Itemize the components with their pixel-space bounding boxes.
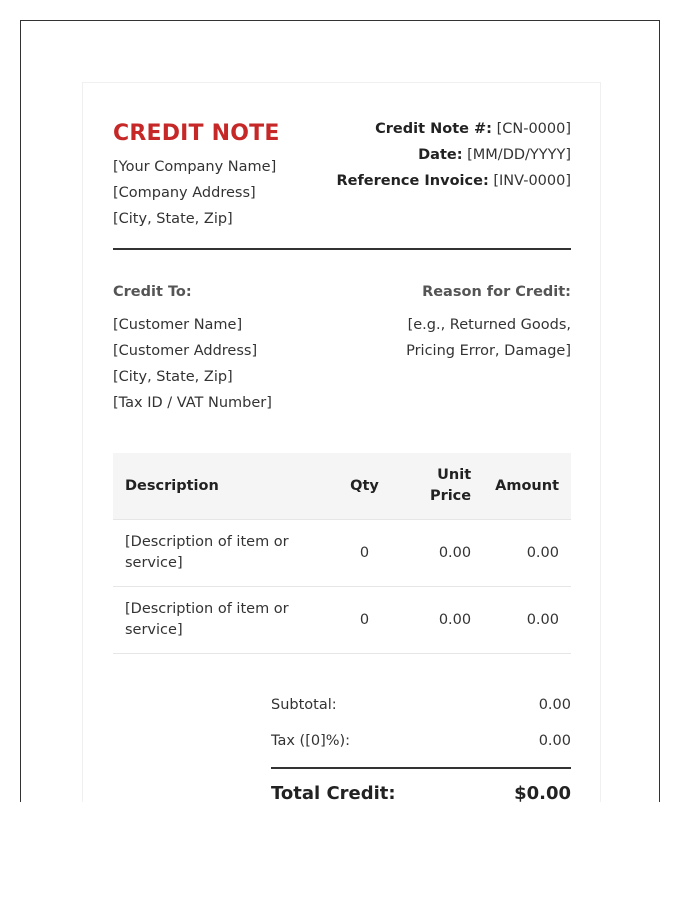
tax-row [271,723,571,759]
credit-note-sheet [82,82,601,802]
document-meta [336,116,571,194]
company-city: [City, State, Zip] [113,211,233,227]
date-value: [MM/DD/YYYY] [467,147,571,163]
company-address: [Company Address] [113,185,256,201]
customer-name: [Customer Name] [113,317,243,333]
customer-address: [Customer Address] [113,343,258,359]
credit-to-info [113,312,272,416]
header-unit-price: Unit Price [401,453,483,520]
document-title: CREDIT NOTE [113,121,280,146]
customer-tax-id: [Tax ID / VAT Number] [113,395,272,411]
reference-invoice-label: Reference Invoice: [336,173,489,189]
row-amount: 0.00 [483,587,571,654]
row-qty: 0 [328,587,400,654]
table-header-row [113,453,571,520]
header-description: Description [113,453,328,520]
totals-divider [271,767,571,769]
row-amount: 0.00 [483,520,571,587]
row-description: [Description of item or service] [113,520,328,587]
reference-invoice-value: [INV-0000] [493,173,571,189]
table-row [113,587,571,654]
company-name: [Your Company Name] [113,159,277,175]
reason-info [406,312,571,364]
reason-label: Reason for Credit: [422,284,571,300]
credit-note-number [336,116,571,142]
row-description: [Description of item or service] [113,587,328,654]
header-qty: Qty [328,453,400,520]
customer-city: [City, State, Zip] [113,369,233,385]
subtotal-label: Subtotal: [271,697,337,713]
credit-to-label: Credit To: [113,284,192,300]
credit-note-number-value: [CN-0000] [496,121,571,137]
row-unit-price: 0.00 [401,520,483,587]
credit-note-number-label: Credit Note #: [375,121,492,137]
reference-invoice [336,168,571,194]
header-divider [113,248,571,250]
header-amount: Amount [483,453,571,520]
tax-label: Tax ([0]%): [271,733,351,749]
total-credit-value: $0.00 [514,783,571,802]
total-credit-label: Total Credit: [271,783,396,802]
reason-line-2: Pricing Error, Damage] [406,343,571,359]
document-frame [20,20,660,802]
totals-section [271,687,571,802]
tax-value: 0.00 [538,733,571,749]
company-info [113,154,276,232]
subtotal-row [271,687,571,723]
items-table [113,453,571,654]
table-row [113,520,571,587]
row-unit-price: 0.00 [401,587,483,654]
row-qty: 0 [328,520,400,587]
date-label: Date: [418,147,463,163]
reason-line-1: [e.g., Returned Goods, [407,317,571,333]
total-credit-row [271,783,571,802]
credit-note-date [336,142,571,168]
subtotal-value: 0.00 [538,697,571,713]
